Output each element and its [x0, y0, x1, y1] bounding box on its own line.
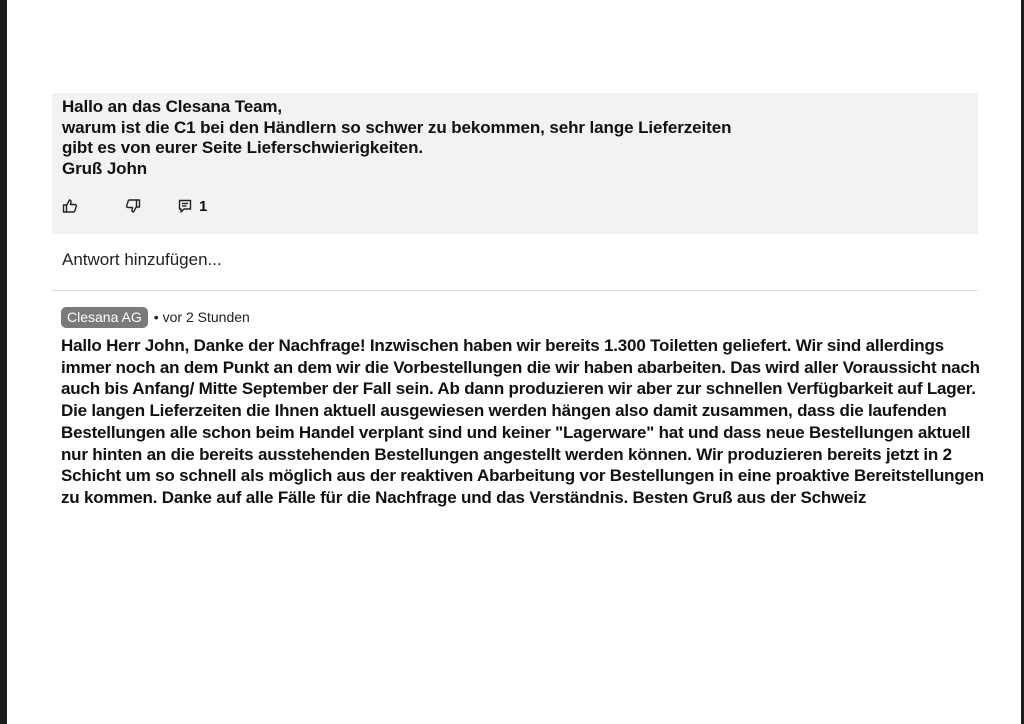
comment-count: 1	[199, 197, 208, 215]
answer-text: Hallo Herr John, Danke der Nachfrage! Inzwischen haben wir bereits 1.300 Toiletten geliefert. Wir sind allerdings immer noch an dem Punkt an dem wir die Vorbestellungen die wir haben abarbeiten. Das wird aller Voraussicht nach auch bis Anfang/ Mitte September der Fall sein. Ab dann produzieren wir aber zur schnellen Verfügbarkeit auf Lager. Die langen Lieferzeiten die Ihnen aktuell ausgewiesen werden hängen also damit zusammen, dass die laufenden Bestellungen alle schon beim Handel verplant sind und keiner "Lagerware" hat und dass neue Bestellungen aktuell nur hinten an die bereits ausstehenden Bestellungen angestellt werden können. Wir produzieren bereits jetzt in 2 Schicht um so schnell als möglich aus der reaktiven Abarbeitung vor Bestellungen in eine proaktive Bereitstellungen zu kommen. Danke auf alle Fälle für die Nachfrage und das Verständnis. Besten Gruß aus der Schweiz	[61, 336, 984, 507]
divider	[52, 290, 978, 291]
reaction-bar	[62, 197, 207, 215]
question-card	[52, 93, 978, 234]
window-edge-left	[0, 0, 7, 724]
meta-separator: •	[153, 309, 159, 325]
thumbs-down-icon	[125, 198, 141, 214]
thumbs-up-icon	[62, 198, 78, 214]
author-badge[interactable]: Clesana AG	[61, 307, 148, 328]
question-text: Hallo an das Clesana Team, warum ist die C1 bei den Händlern so schwer zu bekommen, sehr lange Lieferzeiten gibt es von eurer Seite Lieferschwierigkeiten. Gruß John	[62, 97, 732, 178]
answer-meta	[61, 306, 250, 328]
comments-button[interactable]	[178, 198, 207, 215]
like-button[interactable]	[62, 198, 78, 214]
answer-timestamp: vor 2 Stunden	[162, 309, 250, 325]
reply-input[interactable]: Antwort hinzufügen...	[62, 250, 222, 269]
dislike-button[interactable]	[125, 198, 141, 214]
comment-icon	[178, 199, 192, 214]
